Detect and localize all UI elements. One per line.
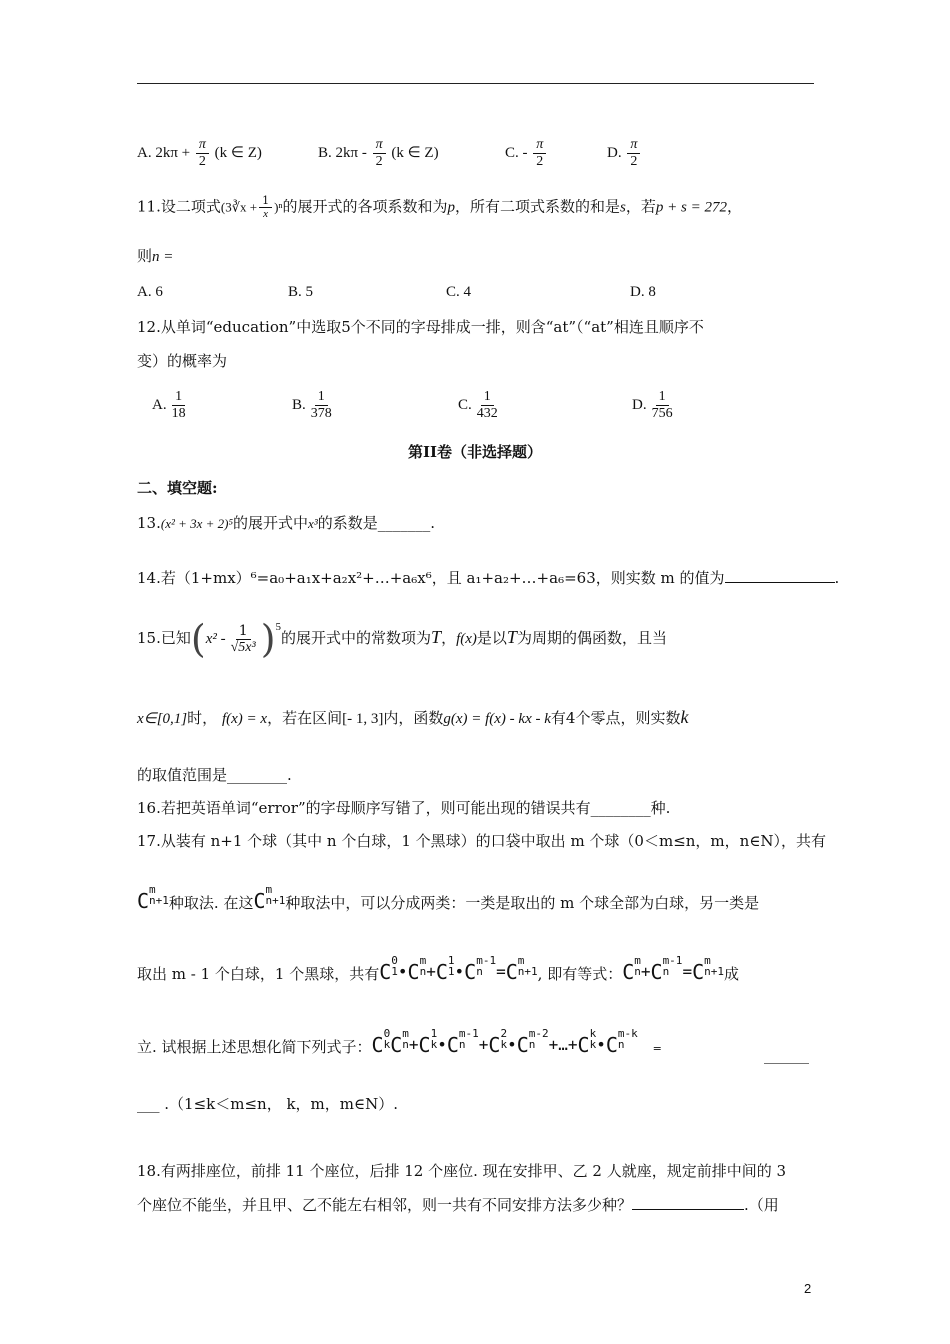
q10-option-c: C. - $\frac{\pi}{2}$ <box>505 137 548 170</box>
q14-line: 14.若（1+mx）⁶=a₀+a₁x+a₂x²+…+a₆x⁶，且 a₁+a₂+…+a₆=63，则实数 m 的值为 . <box>137 569 840 587</box>
fraction: $\frac{\pi}{2}$ <box>196 137 209 170</box>
q10-option-d: D. $\frac{\pi}{2}$ <box>607 137 642 170</box>
q11-line-2: 则n = <box>137 247 174 265</box>
q11-option-b: B. 5 <box>288 284 314 300</box>
fraction: $\frac{1}{432}$ <box>476 389 498 421</box>
q15-line-3: 的取值范围是________. <box>137 766 292 784</box>
q17-line-2: C m n+1 种取法. 在这 C m n+1 种取法中，可以分成两类：一类是取出的 m 个球全部为白球，另一类是 <box>137 886 759 918</box>
q17-line-1: 17.从装有 n+1 个球（其中 n 个白球，1 个黑球）的口袋中取出 m 个球（0＜m≤n，m，n∈N），共有 <box>137 832 827 850</box>
fraction: $\frac{1}{\text{√5x³}}$ <box>230 622 256 655</box>
fraction: $\frac{1}{18}$ <box>171 389 186 421</box>
q11-option-a: A. 6 <box>137 284 163 300</box>
q18-line-1: 18.有两排座位，前排 11 个座位，后排 12 个座位. 现在安排甲、乙 2 人就座，规定前排中间的 3 <box>137 1162 787 1180</box>
section-heading: 第II卷（非选择题） <box>407 443 543 461</box>
combination-identity: C 0 1 • C m n + C 1 1 • C m-1 n = C m n+1 <box>379 954 538 984</box>
q16-line: 16.若把英语单词“error”的字母顺序写错了，则可能出现的错误共有________种. <box>137 799 671 817</box>
q13-line: 13.(x² + 3x + 2)⁵的展开式中x³的系数是_______. <box>137 514 435 532</box>
q17-line-3: 取出 m - 1 个白球，1 个黑球，共有 C 0 1 • C m n + C 1 1 • C m-1 n = C m n+1 , 即有等式： C m n + C m-1 n = C m n+1 成 <box>137 957 739 989</box>
answer-blank <box>725 568 835 583</box>
header-rule <box>137 83 814 84</box>
combination-symbol: C m n+1 <box>137 883 169 913</box>
q12-option-c: C. $\frac{1}{432}$ <box>458 389 503 422</box>
fraction: $\frac{1}{378}$ <box>310 389 332 421</box>
q10-option-b: B. 2kπ - $\frac{\pi}{2}$ (k ∈ Z) <box>318 137 439 169</box>
q15-line-2: x∈[0,1]时， f(x) = x，若在区间[- 1, 3]内，函数g(x) = f(x) - kx - k有4个零点，则实数k <box>137 707 689 727</box>
section-subheading: 二、填空题: <box>137 479 218 497</box>
combination-symbol: C m n+1 <box>253 883 286 913</box>
fraction: $\frac{\pi}{2}$ <box>373 137 386 170</box>
page-number: 2 <box>804 1281 812 1296</box>
q11-option-d: D. 8 <box>630 284 656 300</box>
q17-answer-blank: ______ <box>764 1046 809 1064</box>
q10-option-a: A. 2kπ + $\frac{\pi}{2}$ (k ∈ Z) <box>137 137 262 169</box>
q12-option-b: B. $\frac{1}{378}$ <box>292 389 337 422</box>
q15-line-1: 15.已知(x² - $\frac{1}{\text{√5x³}}$ )$^5$的展开式中的常数项为T，f(x)是以T为周期的偶函数，且当 <box>137 617 667 661</box>
answer-blank <box>632 1195 744 1210</box>
q12-line-1: 12.从单词“education”中选取5个不同的字母排成一排，则含“at”（“at”相连且顺序不 <box>137 318 704 336</box>
fraction: $\frac{1}{756}$ <box>651 389 673 421</box>
fraction: $\frac{\pi}{2}$ <box>533 137 546 170</box>
q11-line-1: 11.设二项式(3∛x + $\frac{1}{x}$ )ⁿ的展开式的各项系数和为p，所有二项式系数的和是s，若p + s = 272， <box>137 194 742 220</box>
combination-sum: C 0 k C m n + C 1 k • C m-1 n + C 2 k • C m-2 n +…+ C k k • C m-k n <box>371 1027 638 1057</box>
q18-line-2: 个座位不能坐，并且甲、乙不能左右相邻，则一共有不同安排方法多少种？ .（用 <box>137 1196 779 1214</box>
q12-option-d: D. $\frac{1}{756}$ <box>632 389 678 422</box>
q11-option-c: C. 4 <box>446 284 472 300</box>
q17-line-4: 立. 试根据上述思想化简下列式子： C 0 k C m n + C 1 k • C m-1 n + C 2 k • C m-2 n +…+ C k k • C m-k n = <box>137 1030 662 1064</box>
fraction: $\frac{\pi}{2}$ <box>627 137 640 170</box>
combination-identity: C m n + C m-1 n = C m n+1 <box>622 954 724 984</box>
fraction: $\frac{1}{x}$ <box>259 195 272 220</box>
q17-line-5: ___ .（1≤k＜m≤n， k，m，m∈N）. <box>137 1095 398 1113</box>
q12-line-2: 变）的概率为 <box>137 352 228 370</box>
q12-option-a: A. $\frac{1}{18}$ <box>152 389 191 422</box>
